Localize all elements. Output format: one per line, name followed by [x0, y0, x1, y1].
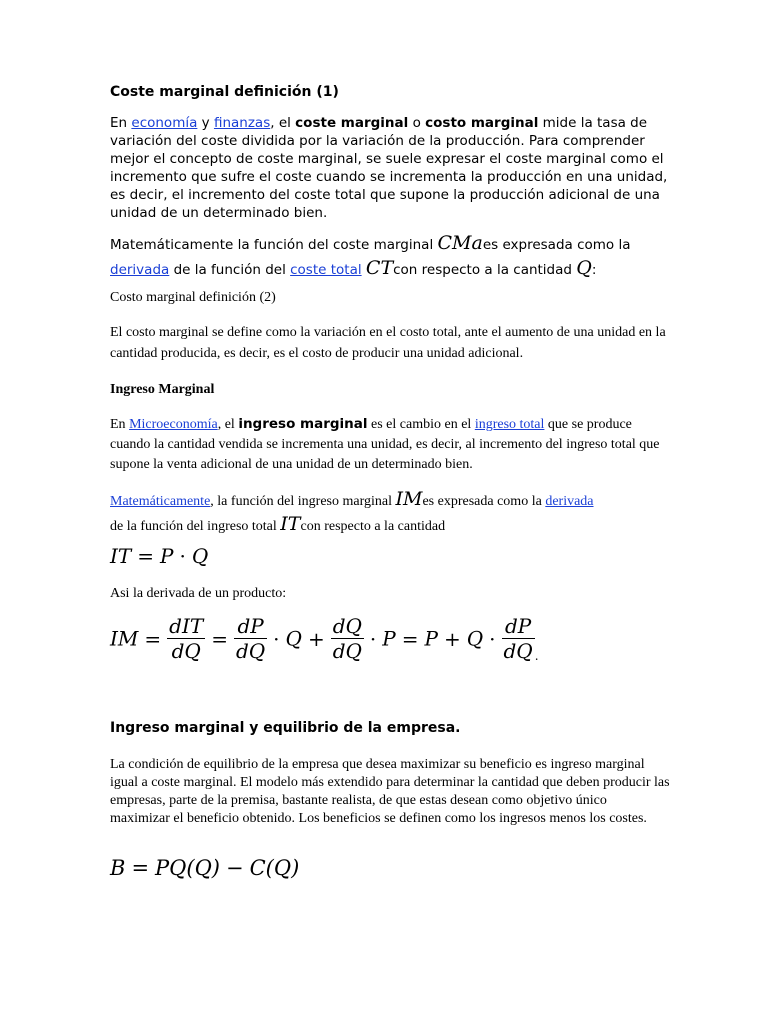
link-derivada-2[interactable]: derivada: [545, 494, 594, 509]
link-ingreso-total[interactable]: ingreso total: [474, 417, 545, 432]
fraction-dp-dq: $\frac{dP}{dQ}$: [235, 614, 266, 663]
heading-costo-marginal-2: Costo marginal definición (2): [110, 290, 276, 305]
link-derivada[interactable]: derivada: [110, 262, 170, 278]
link-matematicamente[interactable]: Matemáticamente: [110, 494, 211, 509]
equation-ingreso-marginal-derivada: IM = $\frac{\text{dIT}}{dQ}$ = $\frac{dP}{dQ}$ · Q + $\frac{dQ}{dQ}$ · P = P + Q · $\frac{dP}{dQ}$ .: [110, 614, 539, 663]
link-economia[interactable]: economía: [131, 115, 198, 131]
paragraph-coste-marginal-definition: En economía y finanzas, el coste marginal o costo marginal mide la tasa de variación del coste dividida por la variación de la producción. Para comprender mejor el concepto de coste marginal, se suele expresar el coste marginal como el incremento que sufre el coste cuando se incrementa la producción en una unidad, es decir, el incremento del coste total que supone la producción adicional de una unidad de un determinado bien.: [110, 115, 668, 221]
math-q: Q: [576, 257, 592, 279]
equation-ingreso-total: IT = P · Q: [110, 544, 209, 568]
math-im: IM: [395, 488, 423, 510]
math-it: IT: [280, 513, 301, 535]
heading-ingreso-marginal: Ingreso Marginal: [110, 382, 215, 397]
paragraph-costo-marginal-definition: El costo marginal se define como la variación en el costo total, ante el aumento de una unidad en la cantidad producida, es decir, es el costo de producir una unidad adicional.: [110, 325, 666, 361]
heading-coste-marginal-1: Coste marginal definición (1): [110, 84, 339, 100]
fraction-dq-dq: $\frac{dQ}{dQ}$: [332, 614, 362, 663]
paragraph-ingreso-marginal-definition: En Microeconomía, el ingreso marginal es el cambio en el ingreso total que se produce cuando la cantidad vendida se incrementa una unidad, es decir, al incremento del ingreso total que supone la venta adicional de una unidad de un determinado bien.: [110, 416, 660, 472]
fraction-dit-dq: $\frac{\text{dIT}}{dQ}$: [169, 614, 204, 663]
link-coste-total[interactable]: coste total: [290, 262, 362, 278]
math-ct: CT: [365, 257, 394, 279]
paragraph-coste-marginal-math: Matemáticamente la función del coste marginal CMaes expresada como la derivada de la función del coste total CTcon respecto a la cantidad Q:: [110, 232, 631, 279]
paragraph-equilibrio-empresa: La condición de equilibrio de la empresa que desea maximizar su beneficio es ingreso marginal igual a coste marginal. El modelo más extendido para determinar la cantidad que deben producir las empresas, parte de la premisa, bastante realista, de que estas desean como objetivo único maximizar el beneficio obtenido. Los beneficios se definen como los ingresos menos los costes.: [110, 757, 670, 826]
bold-costo-marginal: costo marginal: [425, 115, 539, 131]
link-finanzas[interactable]: finanzas: [213, 115, 271, 131]
bold-coste-marginal: coste marginal: [295, 115, 409, 131]
equation-beneficio: B = PQ(Q) − C(Q): [110, 856, 300, 880]
paragraph-derivada-producto: Asi la derivada de un producto:: [110, 586, 287, 601]
paragraph-ingreso-marginal-math: Matemáticamente, la función del ingreso marginal IMes expresada como la derivada de la función del ingreso total ITcon respecto a la cantidad: [110, 488, 594, 535]
link-microeconomia[interactable]: Microeconomía: [129, 417, 218, 432]
fraction-dp-dq-2: $\frac{dP}{dQ}$: [503, 614, 533, 663]
bold-ingreso-marginal: ingreso marginal: [238, 416, 368, 432]
heading-ingreso-marginal-equilibrio: Ingreso marginal y equilibrio de la empresa.: [110, 720, 461, 736]
math-cma: CMa: [437, 232, 483, 254]
